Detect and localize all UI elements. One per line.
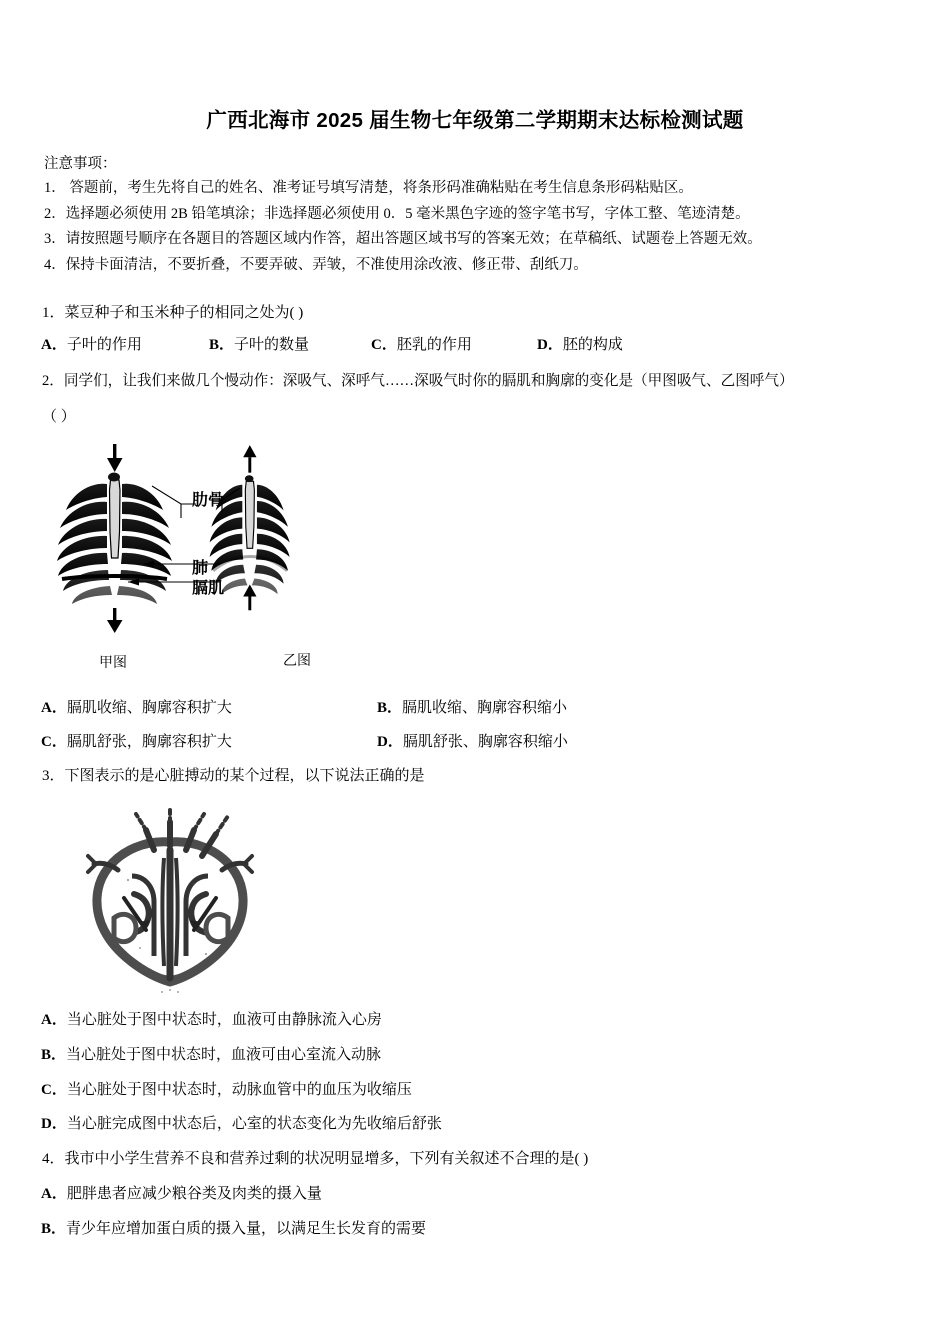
option-label: C． [371,337,397,353]
question-4-option-b[interactable] [41,1218,426,1240]
option-label: A． [41,700,67,716]
option-text: 当心脏处于图中状态时，血液可由心室流入动脉 [66,1047,382,1063]
ribcage-label-ribs: 肋骨 [192,492,225,509]
question-1-stem: 1．菜豆种子和玉米种子的相同之处为( ) [42,305,304,321]
question-3-option-c[interactable] [41,1079,412,1101]
option-text: 膈肌收缩、胸廓容积缩小 [402,700,568,716]
notice-item-3: 3．请按照题号顺序在各题目的答题区域内作答，超出答题区域书写的答案无效；在草稿纸、试题卷上答题无效。 [44,231,762,247]
question-2-option-c[interactable] [41,731,232,753]
question-3-option-b[interactable] [41,1044,381,1066]
notice-item-4: 4．保持卡面清洁，不要折叠，不要弄破、弄皱，不准使用涂改液、修正带、刮纸刀。 [44,256,588,273]
question-3-option-a[interactable] [41,1009,382,1031]
question-2-option-d[interactable] [377,731,568,753]
question-1-option-c[interactable] [371,334,472,356]
heart-diagram [88,810,252,993]
option-text: 子叶的作用 [66,337,142,353]
question-3-stem: 3．下图表示的是心脏搏动的某个过程，以下说法正确的是 [42,768,425,784]
ribcage-caption-right: 乙图 [283,654,311,669]
ribcage-label-lung: 肺 [192,560,209,577]
question-2-stem: 2．同学们，让我们来做几个慢动作：深吸气、深呼气……深吸气时你的膈肌和胸廓的变化是（甲图吸气、乙图呼气） [42,373,794,389]
option-text: 肥胖患者应减少粮谷类及肉类的摄入量 [66,1186,322,1202]
option-label: B． [41,1047,67,1063]
question-1-option-b[interactable] [209,334,309,356]
question-4-option-a[interactable] [41,1183,322,1205]
ribcage-label-diaphragm: 膈肌 [192,580,225,597]
option-label: B． [209,337,235,353]
option-text: 膈肌收缩、胸廓容积扩大 [66,700,232,716]
question-4-stem: 4．我市中小学生营养不良和营养过剩的状况明显增多，下列有关叙述不合理的是( ) [42,1151,589,1167]
option-text: 子叶的数量 [234,337,310,353]
option-label: D． [377,734,403,750]
option-label: A． [41,337,67,353]
option-text: 青少年应增加蛋白质的摄入量，以满足生长发育的需要 [66,1221,427,1237]
option-text: 胚的构成 [562,337,623,353]
option-text: 当心脏处于图中状态时，动脉血管中的血压为收缩压 [66,1082,412,1098]
notice-item-1: 1． 答题前，考生先将自己的姓名、准考证号填写清楚，将条形码准确粘贴在考生信息条形码粘贴区。 [44,180,693,196]
option-label: D． [537,337,563,353]
question-1-option-a[interactable] [41,334,142,356]
ribcage-caption-left: 甲图 [99,656,127,671]
ribcage-figure [44,432,364,642]
ribcage-left-group [57,444,172,633]
notice-item-2: 2．选择题必须使用 2B 铅笔填涂；非选择题必须使用 0．5 毫米黑色字迹的签字笔书写，字体工整、笔迹清楚。 [44,205,750,222]
question-2-answer-bracket: （ ） [42,409,76,425]
option-text: 当心脏完成图中状态后，心室的状态变化为先收缩后舒张 [66,1116,442,1132]
option-text: 当心脏处于图中状态时，血液可由静脉流入心房 [66,1012,382,1028]
question-2-option-a[interactable] [41,697,232,719]
notice-heading: 注意事项： [44,156,117,172]
option-label: C． [41,1082,67,1098]
option-text: 胚乳的作用 [396,337,472,353]
question-3-option-d[interactable] [41,1113,442,1135]
option-text: 膈肌舒张，胸廓容积扩大 [66,734,232,750]
option-label: D． [41,1116,67,1132]
option-label: C． [41,734,67,750]
option-label: B． [41,1221,67,1237]
heart-figure [66,806,276,996]
question-1-option-d[interactable] [537,334,623,356]
notice-block [44,152,924,278]
option-text: 膈肌舒张、胸廓容积缩小 [402,734,568,750]
page-title: 广西北海市 2025 届生物七年级第二学期期末达标检测试题 [206,109,744,132]
option-label: A． [41,1012,67,1028]
question-2-option-b[interactable] [377,697,567,719]
option-label: B． [377,700,403,716]
option-label: A． [41,1186,67,1202]
